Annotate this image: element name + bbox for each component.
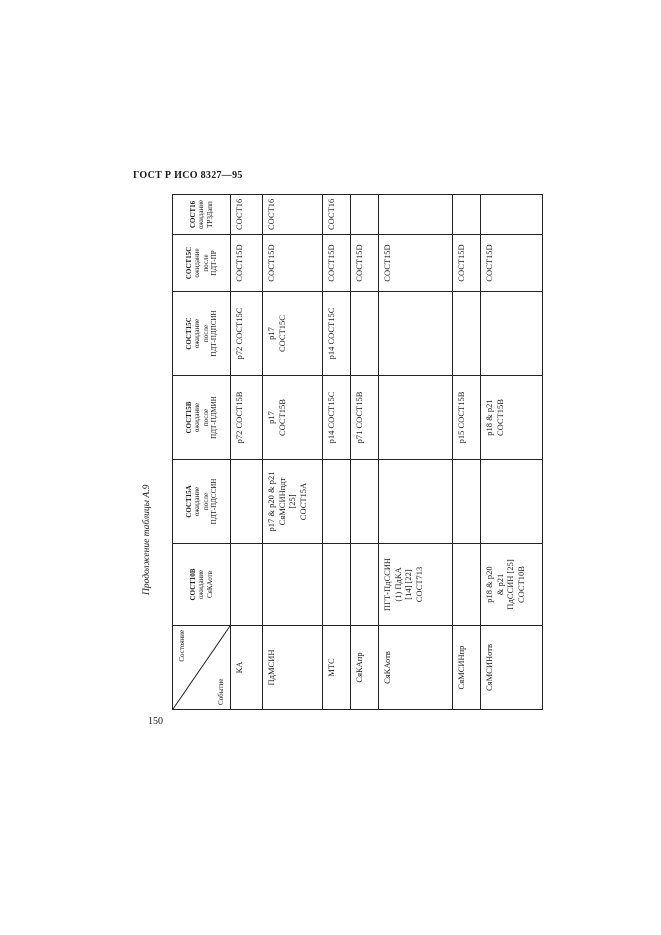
table-cell [379, 235, 453, 292]
cell-line: СОСТ15D [354, 244, 364, 282]
cell-line: р17 & р20 & р21 [266, 471, 276, 532]
cell-line: [25] [287, 494, 298, 509]
cell-line: СОСТ16 [266, 198, 276, 230]
cell-line: СОСТ15D [382, 244, 392, 282]
table-cell [231, 235, 263, 292]
cell-line: СОСТ713 [413, 566, 424, 603]
table-cell [231, 195, 263, 235]
column-header-line: СОСТ15С [184, 317, 193, 350]
cell-line: СОСТ15D [484, 244, 494, 282]
table-cell [323, 544, 351, 626]
table-cell [323, 292, 351, 376]
table-cell [481, 460, 543, 544]
table-cell [231, 292, 263, 376]
column-header-line: ПДТ-ПР [209, 250, 218, 276]
row-label: МТС [323, 626, 351, 710]
cell-line: р17 [266, 327, 276, 340]
table-cell [263, 460, 323, 544]
cell-line: СОСТ15D [266, 244, 276, 282]
cell-line: СОСТ10В [515, 566, 526, 603]
corner-event-label: Событие [216, 678, 225, 705]
cell-line: ПГТ-ПдССИН [382, 557, 392, 612]
table-cell [351, 460, 379, 544]
column-header-line: СОСТ16 [188, 200, 197, 229]
row-label: СяМСИНпр [453, 626, 481, 710]
column-header-line: после [201, 324, 210, 343]
table-row [231, 195, 263, 710]
table-cell [453, 195, 481, 235]
row-label: КА [231, 626, 263, 710]
table-cell [323, 376, 351, 460]
column-header-line: ожидание [197, 199, 206, 230]
column-header-line: после [201, 492, 210, 511]
cell-line: СОСТ15А [297, 482, 308, 521]
table-header-row [173, 195, 231, 710]
cell-line: р17 [266, 411, 276, 424]
cell-line: р18 & р21 [484, 399, 494, 436]
cell-line: СОСТ16 [326, 198, 336, 230]
table-cell [351, 195, 379, 235]
column-header-line: СОСТ10В [188, 568, 197, 601]
table-cell [453, 376, 481, 460]
table-row [351, 195, 379, 710]
table-row [379, 195, 453, 710]
cell-line: СОСТ15В [494, 399, 505, 436]
column-header-line: ожидание [193, 318, 202, 349]
page-header: ГОСТ Р ИСО 8327—95 [133, 170, 243, 181]
cell-line: СОСТ15D [456, 244, 466, 282]
table-cell [481, 195, 543, 235]
column-header-line: СОСТ15С [184, 246, 193, 280]
cell-line: СОСТ16 [234, 198, 244, 230]
column-header [173, 544, 231, 626]
cell-line: р72 СОСТ15С [234, 307, 244, 360]
row-label: ПдМСИН [263, 626, 323, 710]
table-row [323, 195, 351, 710]
row-label: СяКАпр [351, 626, 379, 710]
table-cell [351, 292, 379, 376]
table-cell [351, 544, 379, 626]
column-header-line: ТРЗДапп [205, 201, 214, 228]
table-cell [263, 235, 323, 292]
table-row [263, 195, 323, 710]
table-cell [323, 195, 351, 235]
cell-line: ПдССИН [25] [505, 559, 516, 610]
table-cell [351, 235, 379, 292]
cell-line: р15 СОСТ15В [456, 391, 466, 444]
table-cell [481, 544, 543, 626]
column-header-line: после [201, 254, 210, 272]
table-cell [323, 235, 351, 292]
table-cell [379, 544, 453, 626]
rotated-table-container [172, 195, 526, 710]
cell-line: р14 СОСТ15С [326, 307, 336, 360]
column-header-line: ожидание [197, 569, 206, 600]
row-label: СяМСИНотв [481, 626, 543, 710]
table-cell [379, 292, 453, 376]
cell-line: & р21 [494, 573, 505, 596]
column-header-line: СОСТ15А [184, 485, 193, 518]
cell-line: СОСТ15С [276, 315, 287, 352]
table-cell [453, 292, 481, 376]
cell-line: СяМСИНпдт [276, 477, 287, 526]
table-row [453, 195, 481, 710]
column-header [173, 235, 231, 292]
table-row [481, 195, 543, 710]
table-cell [263, 544, 323, 626]
table-cell [263, 195, 323, 235]
column-header [173, 292, 231, 376]
state-table [172, 194, 543, 710]
corner-state-label: Состояние [178, 630, 186, 662]
cell-line: [14] [22] [403, 569, 414, 600]
cell-line: (1) ПдКА [392, 567, 403, 602]
table-cell [379, 376, 453, 460]
cell-line: р72 СОСТ15В [234, 391, 244, 444]
column-header-line: ПДТ-ПДПСИН [209, 310, 218, 357]
row-label: СяКАотв [379, 626, 453, 710]
column-header-line: ожидание [193, 486, 202, 517]
page-number: 150 [148, 716, 163, 727]
table-cell [231, 460, 263, 544]
column-header-line: ожидание [193, 402, 202, 433]
column-header [173, 460, 231, 544]
column-header-line: ПДТ-ПДССИН [209, 478, 218, 525]
table-cell [263, 376, 323, 460]
column-header-line: после [201, 408, 210, 427]
table-cell [453, 544, 481, 626]
cell-line: р14 СОСТ15С [326, 391, 336, 444]
table-cell [263, 292, 323, 376]
table-caption: Продолжение таблицы А.9 [142, 484, 152, 595]
column-header [173, 376, 231, 460]
table-cell [351, 376, 379, 460]
table-cell [231, 376, 263, 460]
column-header-line: СОСТ15В [184, 401, 193, 434]
cell-line: СОСТ15D [234, 244, 244, 282]
column-header-line: СяКАотв [205, 570, 214, 599]
table-cell [379, 460, 453, 544]
cell-line: СОСТ15В [276, 399, 287, 436]
table-cell [453, 235, 481, 292]
cell-line: р18 & р20 [484, 566, 494, 603]
table-cell [323, 460, 351, 544]
table-cell [481, 376, 543, 460]
corner-header-cell [173, 626, 231, 710]
table-cell [481, 235, 543, 292]
cell-line: СОСТ15D [326, 244, 336, 282]
cell-line: р71 СОСТ15В [354, 391, 364, 444]
table-cell [453, 460, 481, 544]
table-cell [481, 292, 543, 376]
column-header-line: ПДТ-ПДМИН [209, 396, 218, 439]
column-header-line: ожидание [193, 248, 202, 278]
table-cell [379, 195, 453, 235]
table-cell [231, 544, 263, 626]
column-header [173, 195, 231, 235]
